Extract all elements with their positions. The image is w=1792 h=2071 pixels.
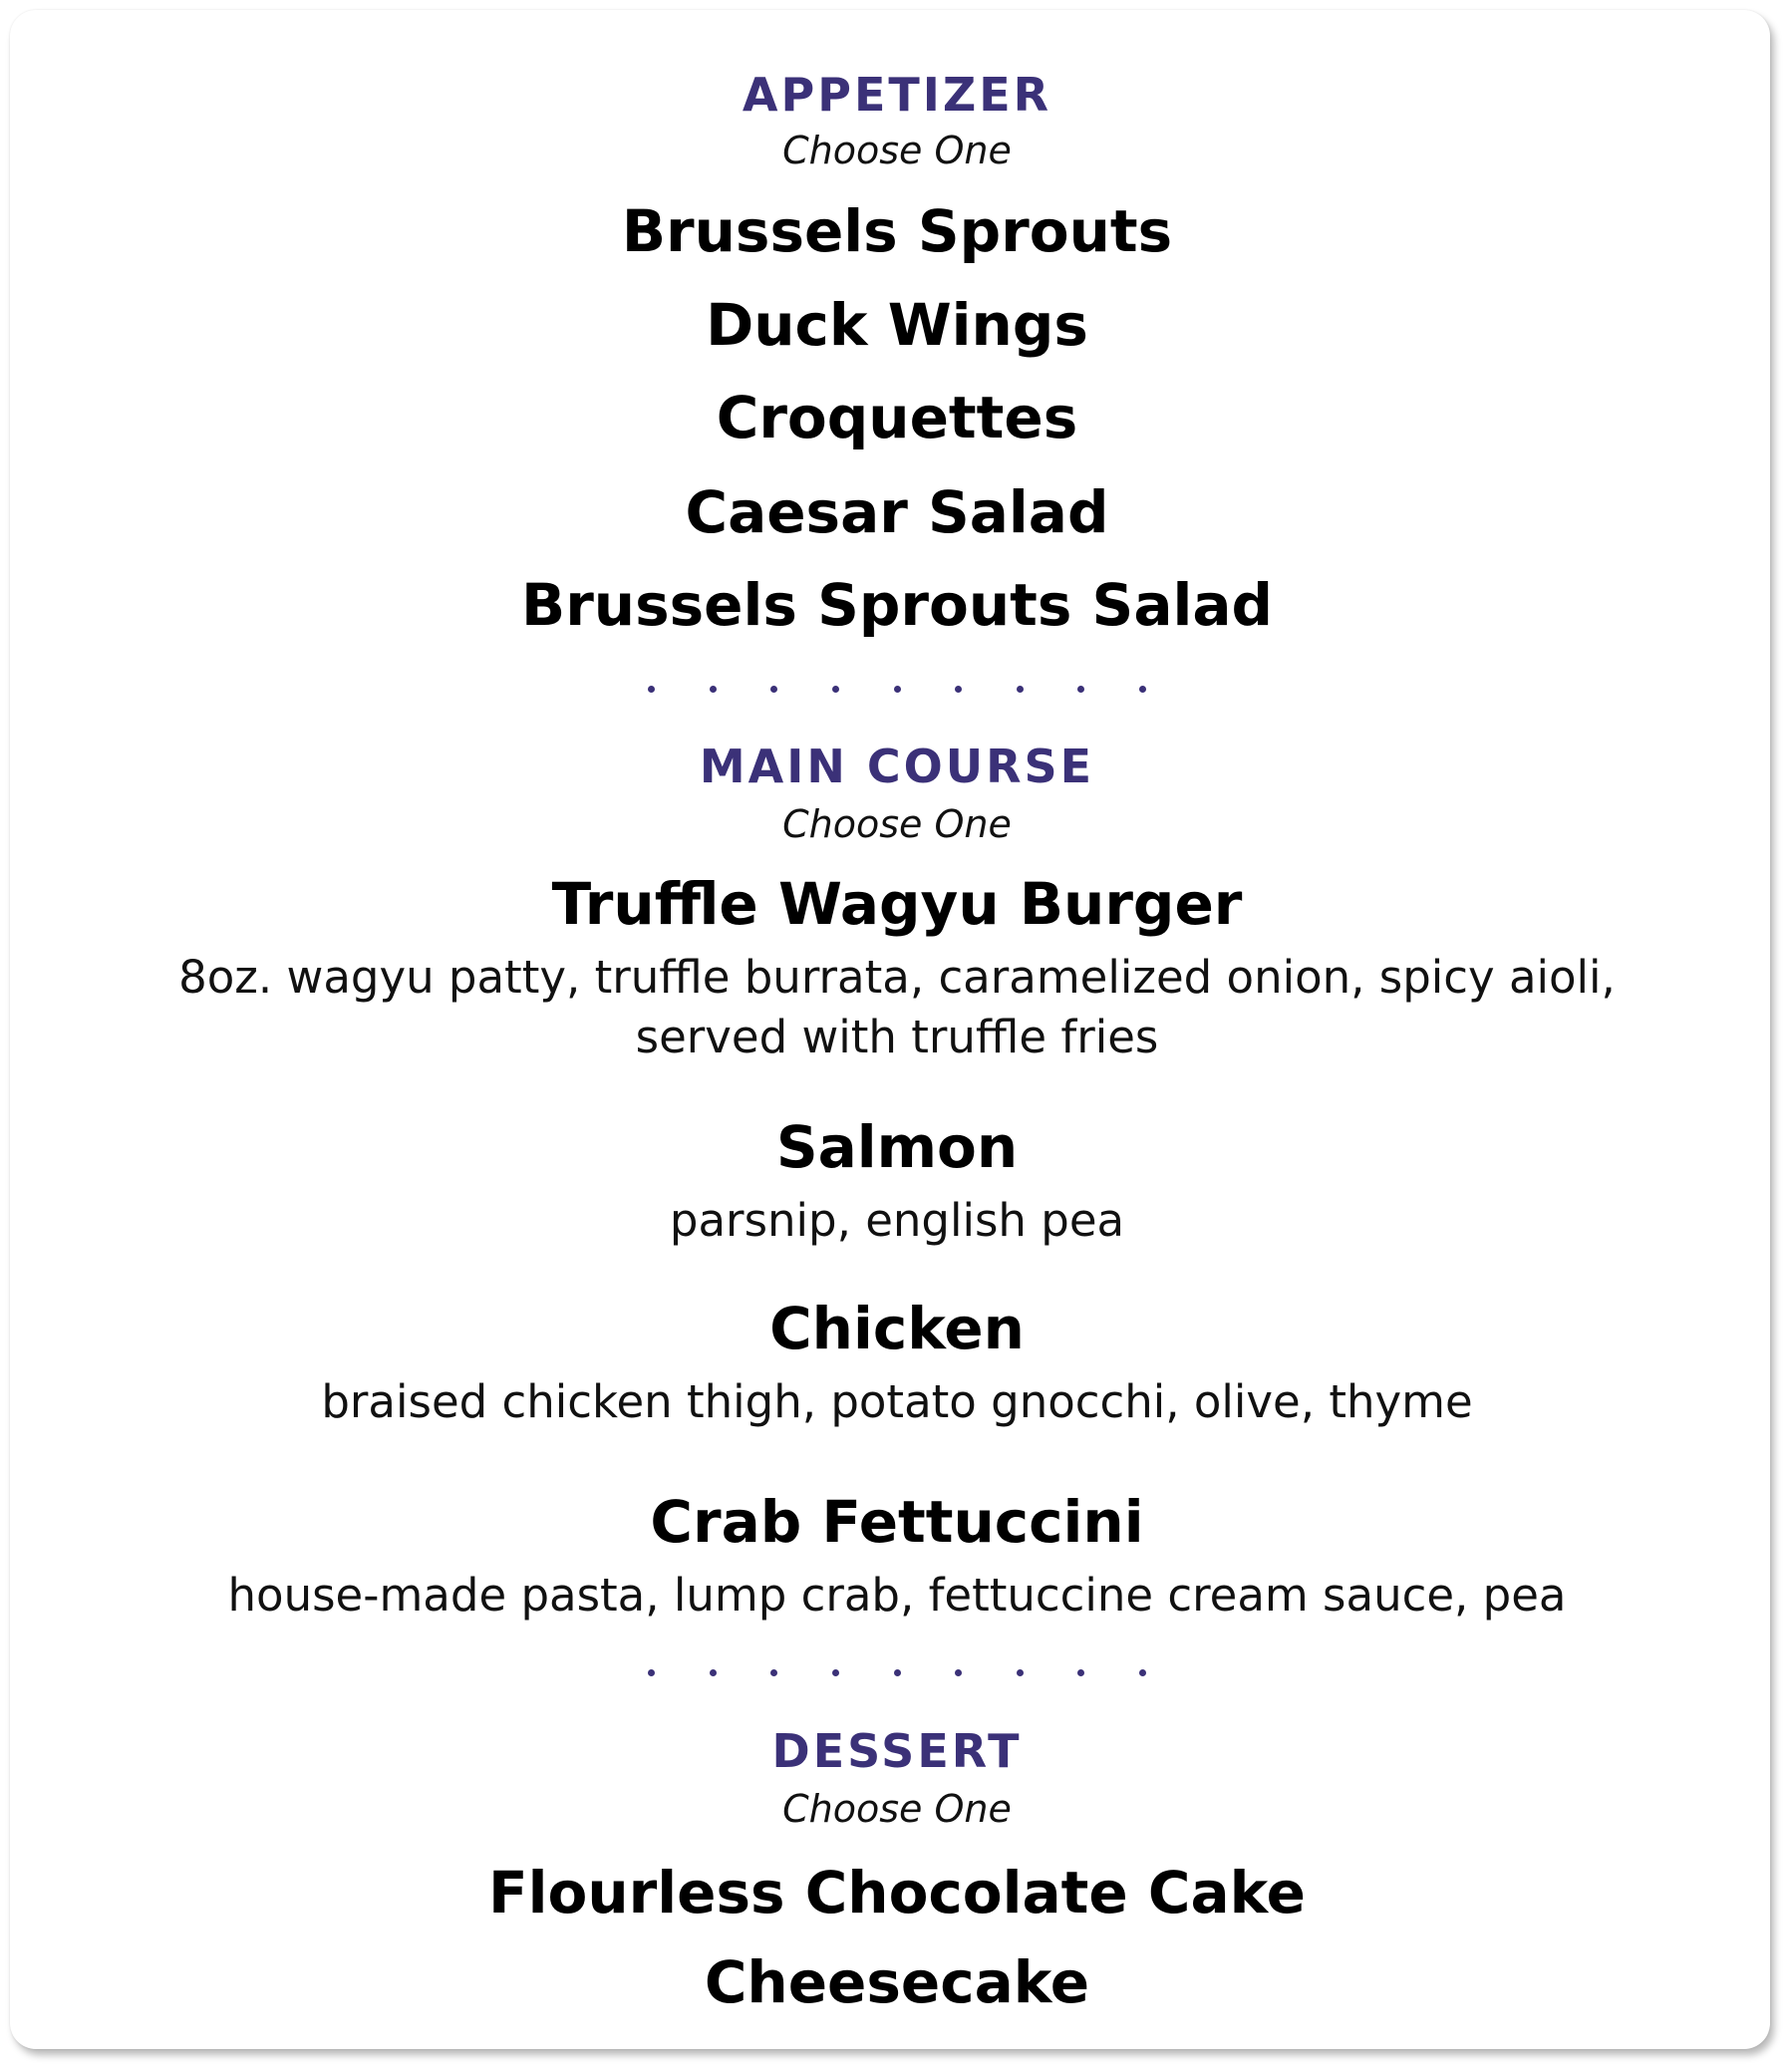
main-course-item-description: served with truffle fries — [635, 1011, 1159, 1063]
main-course-subtitle: Choose One — [782, 802, 1012, 846]
main-course-item-description: parsnip, english pea — [669, 1194, 1125, 1247]
main-course-item-description: braised chicken thigh, potato gnocchi, olive, thyme — [321, 1375, 1473, 1428]
divider-dot — [648, 686, 655, 693]
divider-dot — [1139, 686, 1146, 693]
divider-dot — [770, 1669, 777, 1676]
divider-dot — [710, 1669, 717, 1676]
divider-dot — [770, 686, 777, 693]
appetizer-subtitle: Choose One — [782, 129, 1012, 172]
divider-dot — [710, 686, 717, 693]
menu-card — [10, 10, 1770, 2049]
appetizer-item: Brussels Sprouts Salad — [521, 571, 1273, 639]
dessert-item: Cheesecake — [704, 1948, 1090, 2016]
divider-dot — [955, 1669, 962, 1676]
divider-dot — [894, 686, 901, 693]
divider-dot — [1017, 686, 1024, 693]
divider-dot — [832, 1669, 839, 1676]
appetizer-item: Brussels Sprouts — [621, 197, 1173, 265]
divider-dot — [648, 1669, 655, 1676]
main-course-item-name: Salmon — [775, 1113, 1019, 1181]
main-course-item-description: 8oz. wagyu patty, truffle burrata, caramelized onion, spicy aioli, — [178, 951, 1616, 1004]
main-course-item-name: Truffle Wagyu Burger — [551, 870, 1243, 938]
dessert-item: Flourless Chocolate Cake — [488, 1859, 1306, 1926]
appetizer-item: Caesar Salad — [685, 478, 1109, 546]
section-divider — [648, 1669, 1146, 1676]
appetizer-item: Duck Wings — [706, 291, 1088, 359]
divider-dot — [1077, 686, 1084, 693]
main-course-item-name: Chicken — [769, 1295, 1025, 1362]
divider-dot — [1139, 1669, 1146, 1676]
section-divider — [648, 686, 1146, 693]
divider-dot — [832, 686, 839, 693]
divider-dot — [955, 686, 962, 693]
appetizer-heading: APPETIZER — [742, 68, 1052, 122]
divider-dot — [1017, 1669, 1024, 1676]
divider-dot — [894, 1669, 901, 1676]
dessert-heading: DESSERT — [771, 1724, 1023, 1778]
main-course-heading: MAIN COURSE — [699, 740, 1095, 793]
main-course-item-description: house-made pasta, lump crab, fettuccine cream sauce, pea — [227, 1569, 1567, 1622]
appetizer-item: Croquettes — [716, 384, 1078, 451]
main-course-item-name: Crab Fettuccini — [650, 1488, 1144, 1556]
divider-dot — [1077, 1669, 1084, 1676]
dessert-subtitle: Choose One — [782, 1787, 1012, 1831]
